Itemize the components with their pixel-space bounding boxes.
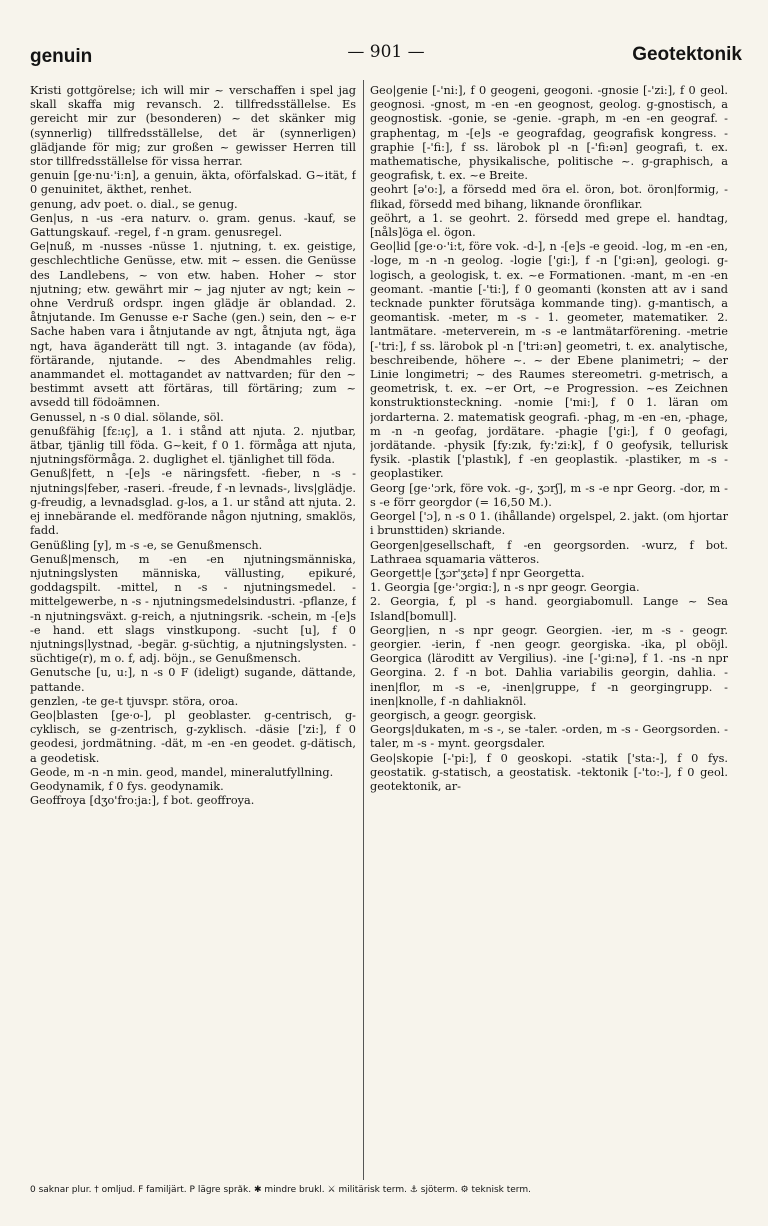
dictionary-entry: georgisch, a geogr. georgisk. — [370, 708, 537, 722]
dictionary-entry: genzlen, -te ge-t tjuvspr. störa, oroa. — [30, 694, 239, 708]
dictionary-entry: Geo|blasten [ge·o-], pl geoblaster. g-centrisch, g-cyklisch, se g-zentrisch, g-zyklisch. -däsie ['zi:], f 0 geodesi, jordmätning. -dät, m -en -en geodet. g-dätisch, a geodetisk. — [30, 708, 356, 765]
dictionary-entry: Georgett|e [ʒɔr'ʒɛtə] f npr Georgetta. — [370, 566, 585, 580]
left-column — [30, 84, 356, 1184]
dictionary-entry: Genuß|mensch, m -en -en njutningsmänniska, njutningslysten människa, vällusting, epikuré, goddagspilt. -mittel, n -s - njutningsmedel. -mittelgewerbe, n -s - njutningsmedelsindustri. -pflanze, f -n njutningsväxt. g-reich, a njutningsrik. -schein, m -[e]s -e hand. ett slags vinstkupong. -sucht [u], f 0 njutnings|lystnad, -begär. g-süchtig, a njutningslysten. -süchtige(r), m o. f, adj. böjn., se Genußmensch. — [30, 552, 356, 666]
abbreviation-legend: 0 saknar plur. † omljud. F familjärt. P lägre språk. ✱ mindre brukl. ⚔ militärisk term. ⚓ sjöterm. ⚙ teknisk term. — [30, 1185, 531, 1195]
dictionary-entry: Geo|lid [ge·o·'i:t, före vok. -d-], n -[e]s -e geoid. -log, m -en -en, -loge, m -n -n geolog. -logie ['gi:], f -n ['gi:ən], geologi. g-logisch, a geologisk, t. ex. ~e Formationen. -mant, m -en -en geomant. -mantie [-'ti:], f 0 geomanti (konsten att av i sand tecknade punkter förutsäga kommande ting). g-mantisch, a geomantisk. -meter, m -s - 1. geometer, matematiker. 2. lantmätare. -meterverein, m -s -e lantmätarförening. -metrie [-'tri:], f ss. lärobok pl -n ['tri:ən] geometri, t. ex. analytische, beschreibende, höhere ~. ~ der Ebene planimetri; ~ der Linie longimetri; ~ des Raumes stereometri. g-metrisch, a geometrisk, t. ex. ~er Ort, ~e Progression. ~es Zeichnen konstruktionsteckning. -nomie ['mi:], f 0 1. läran om jordarterna. 2. matematisk geografi. -phag, m -en -en, -phage, m -n -n geofag, jordätare. -phagie ['gi:], f 0 geofagi, jordätande. -physik [fy:zık, fy:'zi:k], f 0 geofysik, tellurisk fysik. -plastik ['plastık], f -en geoplastik. -plastiker, m -s - geoplastiker. — [370, 240, 728, 481]
dictionary-entry: 2. Georgia, f, pl -s hand. georgiabomull. Lange ~ Sea Island[bomull]. — [370, 595, 728, 623]
dictionary-entry: Georg|ien, n -s npr geogr. Georgien. -ier, m -s - geogr. georgier. -ierin, f -nen geogr. georgiska. -ika, pl oböjl. Georgica (läroditt av Vergilius). -ine [-'gi:nə], f 1. -ns -n npr Georgina. 2. f -n bot. Dahlia variabilis georgin, dahlia. -inen|flor, m -s -e, -inen|gruppe, f -n georgingrupp. -inen|knolle, f -n dahliaknöl. — [370, 623, 728, 708]
dictionary-entry: Georgen|gesellschaft, f -en georgsorden. -wurz, f bot. Lathraea squamaria vätteros. — [370, 538, 728, 566]
dictionary-entry: Geode, m -n -n min. geod, mandel, mineralutfyllning. — [30, 765, 334, 779]
dictionary-entry: Ge|nuß, m -nusses -nüsse 1. njutning, t. ex. geistige, geschlechtliche Genüsse, etw. mit ~ essen. die Genüsse des Landlebens, ~ von etw. haben. Hoher ~ stor njutning; etw. gewährt mir ~ jag njuter av ngt; kein ~ ohne Verdruß ordspr. ingen glädje är oblandad. 2. åtnjutande. Im Genusse e-r Sache (gen.) sein, den ~ e-r Sache haben vara i åtnjutande av ngt, åtnjuta ngt, äga ngt, hava äganderätt till ngt. 3. intagande (av föda), förtärande, njutande. ~ des Abendmahles relig. anammandet el. mottagandet av nattvarden; für den ~ bestimmt avsett att förtäras, till förtäring; zum ~ avsedd till födoämnen. — [30, 240, 356, 410]
dictionary-entry: Geoffroya [dʒo'fro:ja:], f bot. geoffroya. — [30, 794, 255, 808]
dictionary-entry: 1. Georgia [ge·'ɔrgiɑ:], n -s npr geogr. Georgia. — [370, 581, 640, 595]
page-number: — 901 — — [347, 42, 425, 62]
dictionary-entry: Geo|genie [-'ni:], f 0 geogeni, geogoni. -gnosie [-'zi:], f 0 geol. geognosi. -gnost, m -en -en geognost, geolog. g-gnostisch, a geognostisk. -gonie, se -genie. -graph, m -en -en geograf. -graphentag, m -[e]s -e geografdag, geografisk kongress. -graphie [-'fi:], f ss. lärobok pl -n [-'fi:ən] geografi, t. ex. mathematische, physikalische, politische ~. g-graphisch, a geografisk, t. ex. ~e Breite. — [370, 84, 728, 183]
dictionary-entry: genußfähig [fɛ:ıç], a 1. i stånd att njuta. 2. njutbar, ätbar, tjänlig till föda. G~keit, f 0 1. förmåga att njuta, njutningsförmåga. 2. duglighet el. tjänlighet till föda. — [30, 424, 356, 467]
dictionary-entry: Genussel, n -s 0 dial. sölande, söl. — [30, 410, 224, 424]
right-column — [370, 84, 728, 1184]
dictionary-entry: Genuß|fett, n -[e]s -e näringsfett. -fieber, n -s - njutnings|feber, -raseri. -freude, f -n levnads-, livs|glädje. g-freudig, a levnadsglad. g-los, a 1. ur stånd att njuta. 2. ej innebärande el. medförande någon njutning, smaklös, fadd. — [30, 467, 356, 538]
dictionary-entry: genuin [ge·nu·'i:n], a genuin, äkta, oförfalskad. G~ität, f 0 genuinitet, äkthet, renhet. — [30, 169, 356, 197]
dictionary-entry: Georgs|dukaten, m -s -, se -taler. -orden, m -s - Georgsorden. -taler, m -s - mynt. georgsdaler. — [370, 723, 728, 751]
dictionary-entry: Genutsche [u, u:], n -s 0 F (ideligt) sugande, dättande, pattande. — [30, 666, 356, 694]
dictionary-entry: Geodynamik, f 0 fys. geodynamik. — [30, 779, 224, 793]
dictionary-entry: Genüßling [y], m -s -e, se Genußmensch. — [30, 538, 263, 552]
dictionary-entry: genung, adv poet. o. dial., se genug. — [30, 197, 238, 211]
dictionary-entry: Georg [ge·'ɔrk, före vok. -g-, ʒɔrʃ], m -s -e npr Georg. -dor, m -s -e förr georgdor (= 16,50 M.). — [370, 481, 728, 509]
dictionary-entry: geöhrt, a 1. se geohrt. 2. försedd med grepe el. handtag, [nåls]öga el. ögon. — [370, 211, 728, 240]
column-divider — [363, 80, 364, 1180]
dictionary-entry: Gen|us, n -us -era naturv. o. gram. genus. -kauf, se Gattungskauf. -regel, f -n gram. genusregel. — [30, 211, 356, 240]
dictionary-entry: Georgel ['ɔ], n -s 0 1. (ihållande) orgelspel, 2. jakt. (om hjortar i brunsttiden) skriande. — [370, 510, 728, 538]
dictionary-entry: Kristi gottgörelse; ich will mir ~ verschaffen i spel jag skall skaffa mig revansch. 2. tillfredsställelse. Es gereicht mir zur (besonderen) ~ det skänker mig (synnerlig) tillfredsställelse, det är (synnerligen) glädjande för mig; zur großen ~ gewisser Herren till stor tillfredsställelse för vissa herrar. — [30, 84, 356, 169]
left-guide-word: genuin — [30, 46, 93, 67]
right-guide-word: Geotektonik — [632, 44, 742, 65]
dictionary-entry: geohrt [ə'o:], a försedd med öra el. öron, bot. öron|formig, -flikad, försedd med bihang, liknande öronflikar. — [370, 183, 728, 211]
page-header — [30, 38, 742, 68]
dictionary-entry: Geo|skopie [-'pi:], f 0 geoskopi. -statik ['sta:-], f 0 fys. geostatik. g-statisch, a geostatisk. -tektonik [-'to:-], f 0 geol. geotektonik, ar- — [370, 751, 728, 793]
